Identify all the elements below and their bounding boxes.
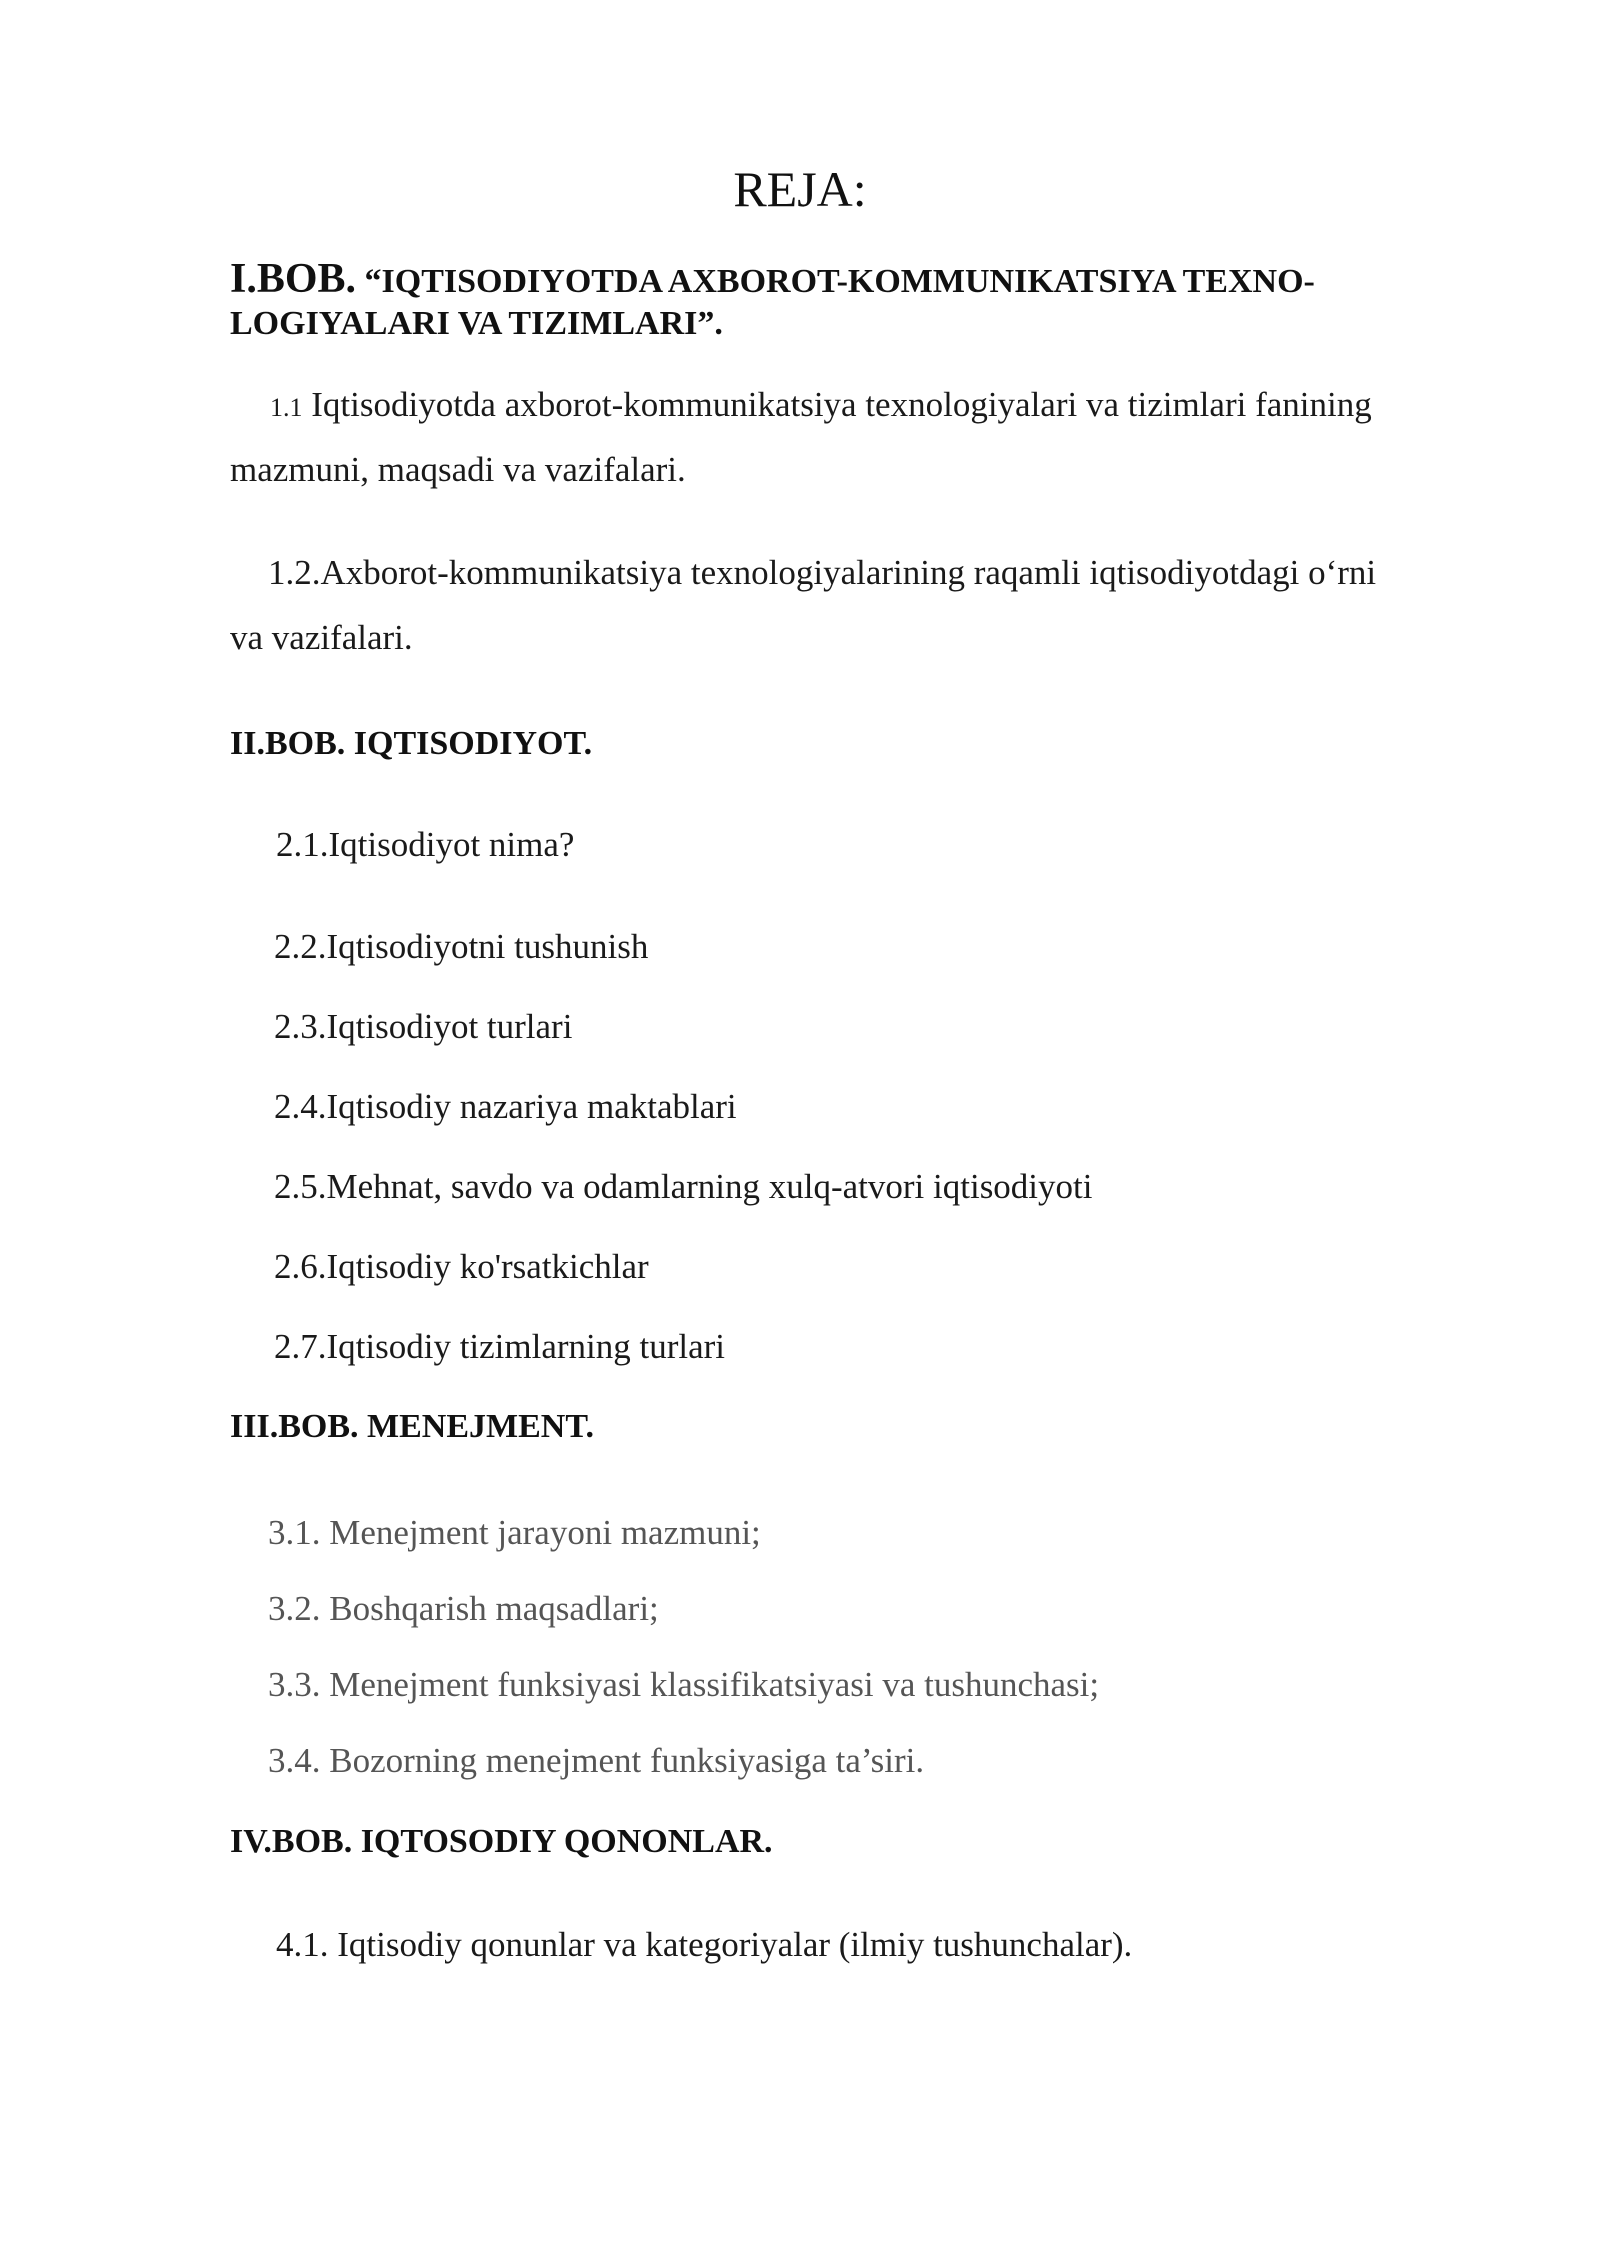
toc-item-3-4: 3.4. Bozorning menejment funksiyasiga ta’siri.: [268, 1741, 925, 1780]
chapter-4-heading: IV.BOB. IQTOSODIY QONONLAR.: [230, 1823, 773, 1860]
toc-item-2-6: 2.6.Iqtisodiy ko'rsatkichlar: [274, 1247, 649, 1286]
toc-item-1-1-line-1: Iqtisodiyotda axborot-kommunikatsiya texnologiyalari va tizimlari fanining: [302, 385, 1372, 424]
toc-item-1-1-line-2: mazmuni, maqsadi va vazifalari.: [230, 450, 686, 489]
toc-item-1-2-line-1: 1.2.Axborot-kommunikatsiya texnologiyalarining raqamli iqtisodiyotdagi o‘rni: [268, 553, 1377, 592]
chapter-1-title-line-2: LOGIYALARI VA TIZIMLARI”.: [230, 305, 723, 342]
page-title: REJA:: [733, 161, 867, 217]
toc-item-2-5: 2.5.Mehnat, savdo va odamlarning xulq-atvori iqtisodiyoti: [274, 1167, 1093, 1206]
toc-item-3-3: 3.3. Menejment funksiyasi klassifikatsiyasi va tushunchasi;: [268, 1665, 1100, 1704]
toc-item-2-7: 2.7.Iqtisodiy tizimlarning turlari: [274, 1327, 726, 1366]
chapter-1-heading: [230, 255, 1315, 303]
chapter-1-title-line-1: “IQTISODIYOTDA AXBOROT-KOMMUNIKATSIYA TEXNO-: [356, 263, 1315, 300]
toc-item-1-1: [270, 385, 1372, 425]
toc-item-4-1: 4.1. Iqtisodiy qonunlar va kategoriyalar (ilmiy tushunchalar).: [276, 1925, 1133, 1964]
toc-item-2-2: 2.2.Iqtisodiyotni tushunish: [274, 927, 649, 966]
toc-item-2-3: 2.3.Iqtisodiyot turlari: [274, 1007, 573, 1046]
toc-item-2-4: 2.4.Iqtisodiy nazariya maktablari: [274, 1087, 737, 1126]
toc-item-1-2-line-2: va vazifalari.: [230, 618, 413, 657]
toc-item-3-1: 3.1. Menejment jarayoni mazmuni;: [268, 1513, 761, 1552]
chapter-1-lead: I.BOB.: [230, 256, 357, 302]
chapter-3-heading: III.BOB. MENEJMENT.: [230, 1408, 594, 1445]
toc-item-2-1: 2.1.Iqtisodiyot nima?: [276, 825, 575, 864]
toc-item-3-2: 3.2. Boshqarish maqsadlari;: [268, 1589, 659, 1628]
chapter-2-heading: II.BOB. IQTISODIYOT.: [230, 725, 593, 762]
toc-item-1-1-number: 1.1: [270, 393, 303, 422]
